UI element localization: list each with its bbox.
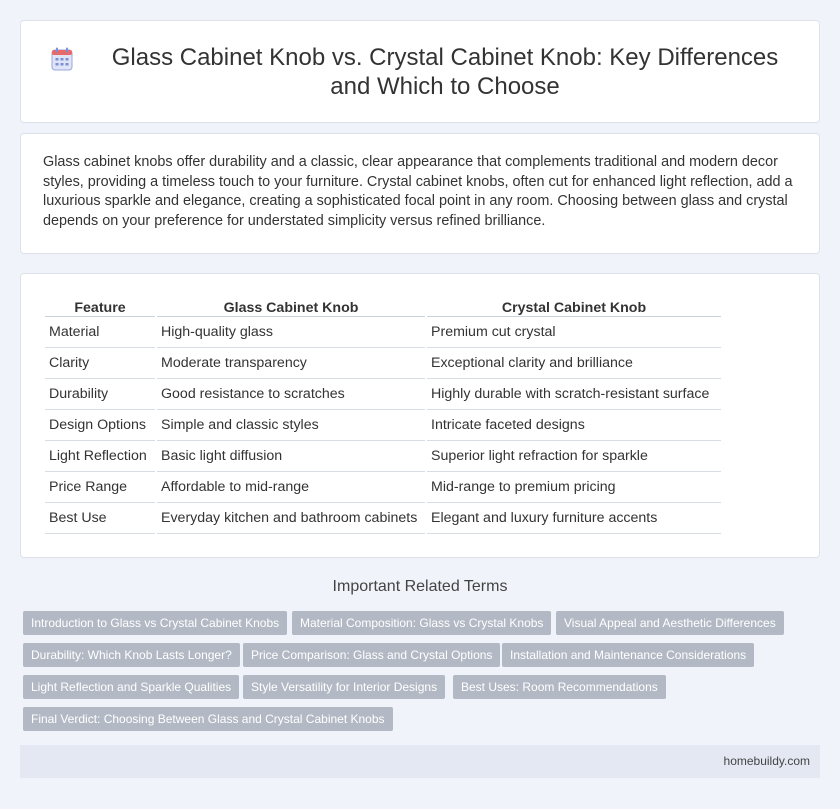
intro-card [20,133,820,254]
cell-glass: Affordable to mid-range [157,472,425,503]
table-row [45,379,721,410]
header-glass: Glass Cabinet Knob [157,295,425,317]
cell-glass: High-quality glass [157,317,425,348]
related-terms-heading: Important Related Terms [332,578,508,595]
footer [20,745,820,778]
related-tag[interactable]: Durability: Which Knob Lasts Longer? [23,643,240,667]
page-title: Glass Cabinet Knob vs. Crystal Cabinet Knob: Key Differences and Which to Choose [111,44,779,100]
cell-feature: Material [45,317,155,348]
cell-crystal: Elegant and luxury furniture accents [427,503,721,534]
table-row [45,348,721,379]
cell-glass: Moderate transparency [157,348,425,379]
table-row [45,503,721,534]
cell-feature: Price Range [45,472,155,503]
cell-crystal: Mid-range to premium pricing [427,472,721,503]
related-tag[interactable]: Final Verdict: Choosing Between Glass and Crystal Cabinet Knobs [23,707,393,731]
table-row [45,472,721,503]
cell-feature: Light Reflection [45,441,155,472]
cell-crystal: Superior light refraction for sparkle [427,441,721,472]
comparison-table [43,295,723,534]
intro-paragraph: Glass cabinet knobs offer durability and a classic, clear appearance that complements traditional and modern decor styles, providing a timeless touch to your furniture. Crystal cabinet knobs, often cut for enhanced light reflection, add a luxurious sparkle and elegance, creating a sophisticated focal point in any room. Choosing between glass and crystal depends on your preference for understated simplicity versus refined brilliance. [43,154,793,229]
table-row [45,410,721,441]
related-tag[interactable]: Material Composition: Glass vs Crystal Knobs [292,611,551,635]
cell-crystal: Exceptional clarity and brilliance [427,348,721,379]
calendar-icon [51,47,73,71]
related-tag[interactable]: Style Versatility for Interior Designs [243,675,445,699]
title-card [20,20,820,123]
related-tag[interactable]: Best Uses: Room Recommendations [453,675,666,699]
cell-glass: Good resistance to scratches [157,379,425,410]
header-crystal: Crystal Cabinet Knob [427,295,721,317]
cell-feature: Best Use [45,503,155,534]
cell-glass: Everyday kitchen and bathroom cabinets [157,503,425,534]
cell-feature: Durability [45,379,155,410]
table-row [45,441,721,472]
header-feature: Feature [45,295,155,317]
cell-glass: Basic light diffusion [157,441,425,472]
cell-feature: Clarity [45,348,155,379]
related-tag[interactable]: Visual Appeal and Aesthetic Differences [556,611,784,635]
cell-crystal: Premium cut crystal [427,317,721,348]
cell-feature: Design Options [45,410,155,441]
related-tag[interactable]: Light Reflection and Sparkle Qualities [23,675,239,699]
related-tag[interactable]: Introduction to Glass vs Crystal Cabinet Knobs [23,611,287,635]
cell-glass: Simple and classic styles [157,410,425,441]
site-name[interactable]: homebuildy.com [723,754,810,768]
comparison-card [20,273,820,558]
cell-crystal: Intricate faceted designs [427,410,721,441]
related-tag[interactable]: Installation and Maintenance Considerations [502,643,754,667]
cell-crystal: Highly durable with scratch-resistant surface [427,379,721,410]
table-header-row [45,295,721,317]
table-row [45,317,721,348]
related-tag[interactable]: Price Comparison: Glass and Crystal Options [243,643,500,667]
